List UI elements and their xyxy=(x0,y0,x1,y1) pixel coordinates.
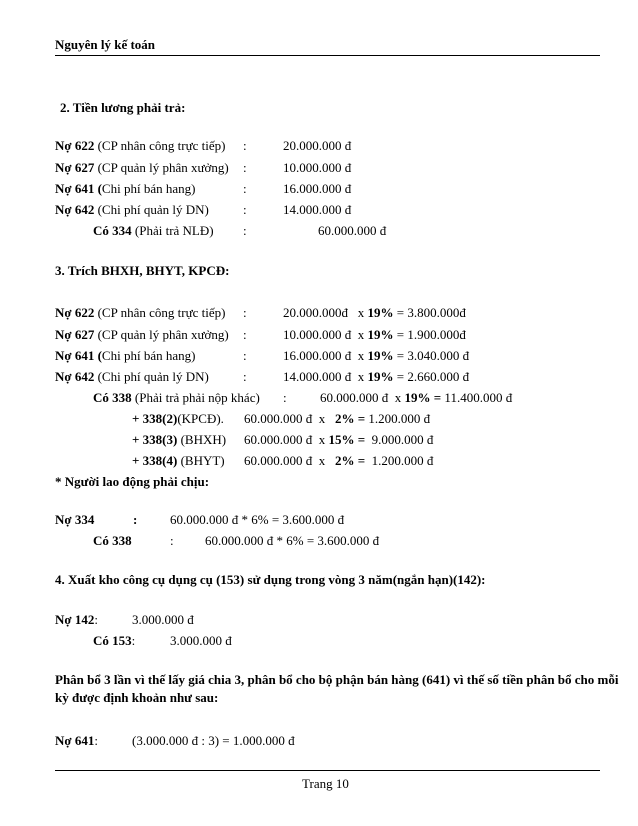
entry-desc: (CP nhân công trực tiếp) xyxy=(94,138,226,153)
entry-pct: 15% = xyxy=(328,432,366,447)
entry-colon: : xyxy=(243,327,247,342)
entry-colon: : xyxy=(243,369,247,384)
entry-desc: Chi phí bán hang) xyxy=(101,348,196,363)
entry-desc: (Phải trả NLĐ) xyxy=(131,223,214,238)
entry-formula: 60.000.000 đ * 6% = 3.600.000 đ xyxy=(205,533,380,548)
page-header-title: Nguyên lý kế toán xyxy=(55,37,156,52)
paragraph-line: Phân bổ 3 lần vì thế lấy giá chia 3, phân bổ cho bộ phận bán hàng (641) vì thế số tiền phân bổ cho mỗi xyxy=(55,672,619,687)
entry-account: Có 334 xyxy=(93,223,132,238)
entry-colon: : xyxy=(243,138,247,153)
entry-row xyxy=(93,223,214,238)
entry-result: 1.200.000 đ xyxy=(365,453,434,468)
entry-row xyxy=(55,138,225,153)
entry-account: Nợ 622 xyxy=(55,305,95,320)
entry-desc: (Chi phí quản lý DN) xyxy=(94,202,209,217)
entry-amount: 14.000.000 đ xyxy=(283,202,352,217)
entry-colon: : xyxy=(243,348,247,363)
entry-pct: 19% xyxy=(367,327,394,342)
entry-colon: : xyxy=(243,202,247,217)
entry-colon: : xyxy=(283,390,287,405)
entry-calc xyxy=(244,453,433,468)
entry-result: = 2.660.000 đ xyxy=(393,369,470,384)
entry-desc: (BHYT) xyxy=(177,453,225,468)
sub-entry-row xyxy=(132,453,225,468)
entry-base: 60.000.000 đ x xyxy=(244,453,335,468)
worker-title: * Người lao động phải chịu: xyxy=(55,474,210,489)
header-rule xyxy=(55,55,600,56)
entry-amount: 3.000.000 đ xyxy=(132,612,194,627)
entry-amount: 60.000.000 đ xyxy=(318,223,387,238)
entry-colon: : xyxy=(133,512,138,527)
entry-base: 14.000.000 đ x xyxy=(283,369,368,384)
entry-pct: 19% xyxy=(367,305,394,320)
entry-row xyxy=(55,733,98,748)
entry-calc xyxy=(283,327,466,342)
entry-result: 9.000.000 đ xyxy=(365,432,434,447)
entry-calc xyxy=(283,348,469,363)
entry-desc: (Phải trả phải nộp khác) xyxy=(131,390,260,405)
section-3-title: 3. Trích BHXH, BHYT, KPCĐ: xyxy=(55,263,230,278)
entry-account: + 338(2) xyxy=(132,411,178,426)
entry-colon: : xyxy=(170,533,174,548)
entry-formula: 60.000.000 đ * 6% = 3.600.000 đ xyxy=(170,512,345,527)
entry-colon: : xyxy=(94,612,98,627)
entry-base: 60.000.000 đ x xyxy=(320,390,405,405)
entry-account: Nợ 627 xyxy=(55,160,95,175)
entry-formula: (3.000.000 đ : 3) = 1.000.000 đ xyxy=(132,733,295,748)
entry-desc: (CP quản lý phân xưởng) xyxy=(94,160,229,175)
entry-pct: 19% xyxy=(367,369,394,384)
entry-row xyxy=(55,612,98,627)
entry-result: = 3.800.000đ xyxy=(393,305,466,320)
entry-account: Có 338 xyxy=(93,390,132,405)
entry-colon: : xyxy=(243,223,247,238)
entry-row xyxy=(55,305,225,320)
entry-row xyxy=(93,390,260,405)
entry-result: 11.400.000 đ xyxy=(441,390,513,405)
entry-pct: 2% = xyxy=(335,453,366,468)
entry-colon: : xyxy=(243,305,247,320)
section-2-title: 2. Tiền lương phải trả: xyxy=(60,100,186,115)
entry-row xyxy=(93,633,135,648)
entry-account: Nợ 641 ( xyxy=(55,348,102,363)
entry-desc: (CP quản lý phân xưởng) xyxy=(94,327,229,342)
entry-amount: 10.000.000 đ xyxy=(283,160,352,175)
entry-account: Có 153 xyxy=(93,633,132,648)
entry-row xyxy=(55,348,195,363)
entry-row xyxy=(55,327,229,342)
entry-colon: : xyxy=(243,181,247,196)
sub-entry-row xyxy=(132,432,226,447)
entry-account: Nợ 641 ( xyxy=(55,181,102,196)
entry-pct: 2% = xyxy=(335,411,366,426)
entry-amount: 20.000.000 đ xyxy=(283,138,352,153)
entry-account: Có 338 xyxy=(93,533,132,548)
entry-account: Nợ 642 xyxy=(55,202,95,217)
entry-pct: 19% xyxy=(367,348,394,363)
entry-base: 16.000.000 đ x xyxy=(283,348,368,363)
entry-calc xyxy=(244,411,430,426)
sub-entry-row xyxy=(132,411,224,426)
entry-colon: : xyxy=(131,633,136,648)
entry-account: Nợ 142 xyxy=(55,612,95,627)
entry-pct: 19% = xyxy=(404,390,442,405)
paragraph-line: kỳ được định khoản như sau: xyxy=(55,690,219,705)
entry-base: 20.000.000đ x xyxy=(283,305,368,320)
entry-calc xyxy=(283,305,466,320)
entry-result: 1.200.000 đ xyxy=(365,411,431,426)
entry-row xyxy=(55,160,229,175)
section-4-title: 4. Xuất kho công cụ dụng cụ (153) sử dụng trong vòng 3 năm(ngắn hạn)(142): xyxy=(55,572,486,587)
page-number: Trang 10 xyxy=(302,776,349,791)
entry-account: Nợ 334 xyxy=(55,512,95,527)
entry-account: Nợ 622 xyxy=(55,138,95,153)
entry-row xyxy=(55,181,195,196)
entry-amount: 16.000.000 đ xyxy=(283,181,352,196)
entry-desc: (CP nhân công trực tiếp) xyxy=(94,305,226,320)
entry-account: Nợ 627 xyxy=(55,327,95,342)
entry-result: = 1.900.000đ xyxy=(393,327,466,342)
entry-base: 60.000.000 đ x xyxy=(244,432,329,447)
entry-base: 60.000.000 đ x xyxy=(244,411,335,426)
entry-desc: (Chi phí quản lý DN) xyxy=(94,369,209,384)
entry-colon: : xyxy=(94,733,98,748)
entry-base: 10.000.000 đ x xyxy=(283,327,368,342)
entry-account: Nợ 641 xyxy=(55,733,95,748)
entry-desc: (KPCĐ). xyxy=(177,411,224,426)
entry-calc xyxy=(244,432,433,447)
entry-desc: Chi phí bán hang) xyxy=(101,181,196,196)
footer-rule xyxy=(55,770,600,771)
entry-amount: 3.000.000 đ xyxy=(170,633,232,648)
entry-row xyxy=(55,202,209,217)
entry-calc xyxy=(320,390,512,405)
entry-account: Nợ 642 xyxy=(55,369,95,384)
entry-row xyxy=(55,369,209,384)
entry-result: = 3.040.000 đ xyxy=(393,348,470,363)
entry-desc: (BHXH) xyxy=(177,432,227,447)
entry-colon: : xyxy=(243,160,247,175)
entry-account: + 338(3) xyxy=(132,432,178,447)
entry-calc xyxy=(283,369,469,384)
entry-account: + 338(4) xyxy=(132,453,178,468)
